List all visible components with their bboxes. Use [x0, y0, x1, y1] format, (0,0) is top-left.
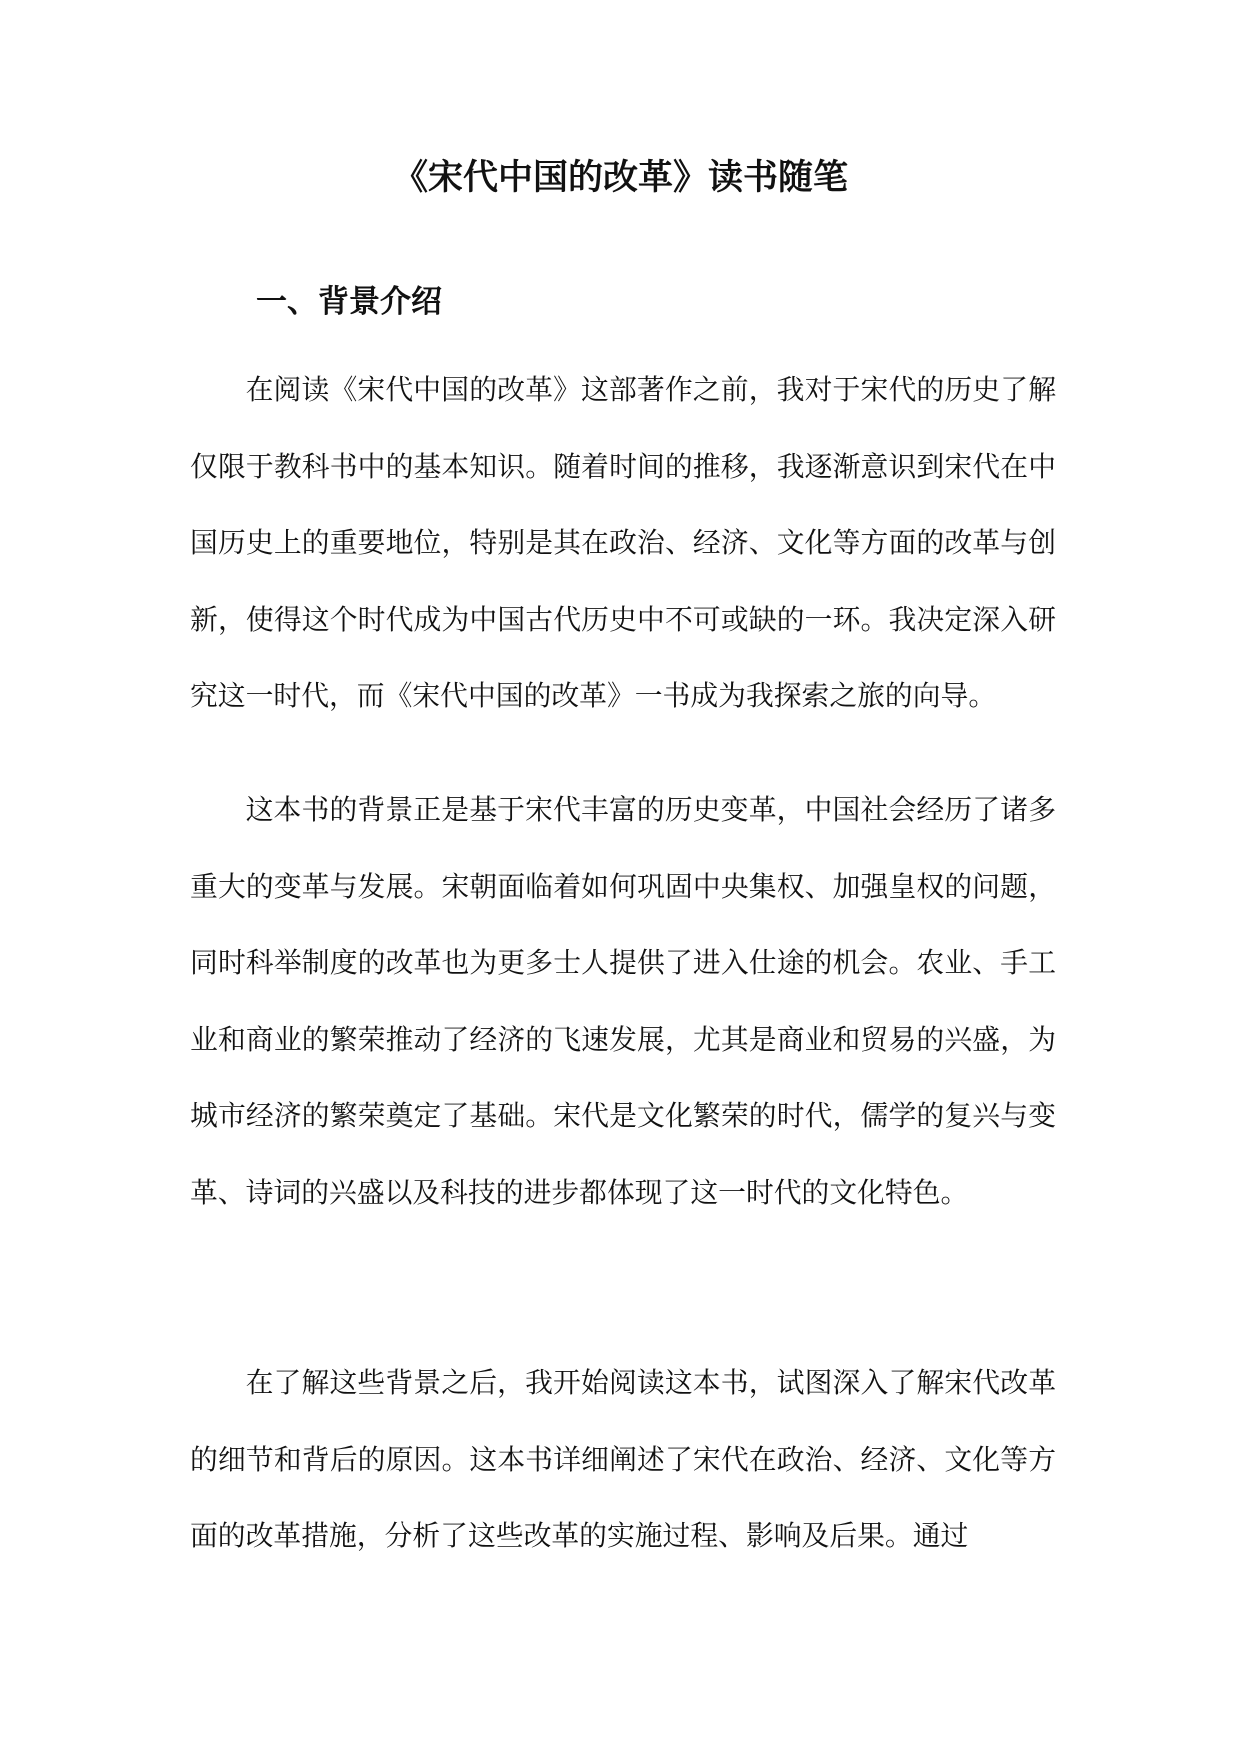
paragraph-1: 在阅读《宋代中国的改革》这部著作之前，我对于宋代的历史了解仅限于教科书中的基本知识。随着时间的推移，我逐渐意识到宋代在中国历史上的重要地位，特别是其在政治、经济、文化等方面的改革与创新，使得这个时代成为中国古代历史中不可或缺的一环。我决定深入研究这一时代，而《宋代中国的改革》一书成为我探索之旅的向导。 — [190, 373, 1056, 712]
paragraph-3: 在了解这些背景之后，我开始阅读这本书，试图深入了解宋代改革的细节和背后的原因。这本书详细阐述了宋代在政治、经济、文化等方面的改革措施，分析了这些改革的实施过程、影响及后果。通过 — [190, 1366, 1056, 1552]
document-title: 《宋代中国的改革》读书随笔 — [392, 158, 848, 198]
paragraph-2: 这本书的背景正是基于宋代丰富的历史变革，中国社会经历了诸多重大的变革与发展。宋朝面临着如何巩固中央集权、加强皇权的问题，同时科举制度的改革也为更多士人提供了进入仕途的机会。农业、手工业和商业的繁荣推动了经济的飞速发展，尤其是商业和贸易的兴盛，为城市经济的繁荣奠定了基础。宋代是文化繁荣的时代，儒学的复兴与变革、诗词的兴盛以及科技的进步都体现了这一时代的文化特色。 — [190, 793, 1056, 1209]
section-heading: 一、背景介绍 — [256, 284, 442, 320]
